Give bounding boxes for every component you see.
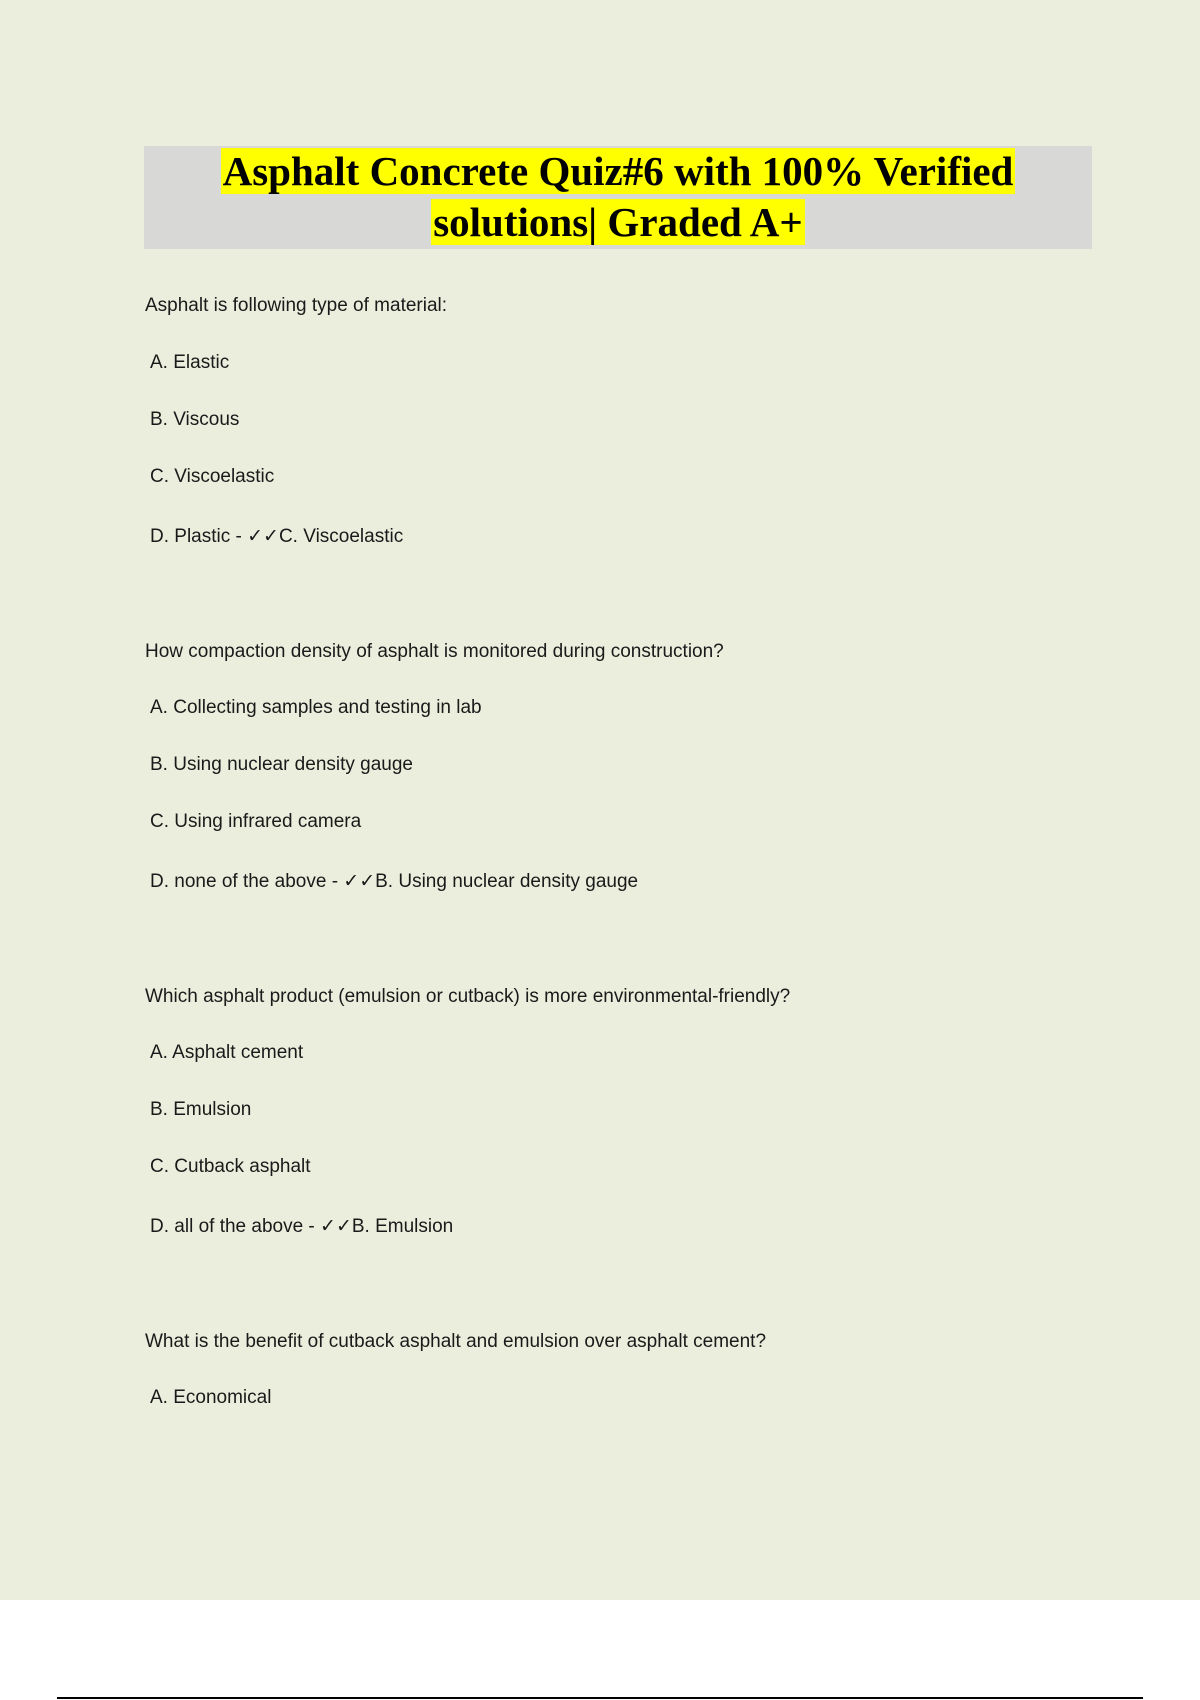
question-4-option-a: A. Economical xyxy=(150,1387,272,1408)
question-2-option-a: A. Collecting samples and testing in lab xyxy=(150,697,482,718)
question-1-option-c: C. Viscoelastic xyxy=(150,466,275,487)
title-line-2: solutions| Graded A+ xyxy=(433,199,803,245)
question-1: Asphalt is following type of material: xyxy=(145,295,448,316)
question-3-option-d-answer: D. all of the above - ✓✓B. Emulsion xyxy=(150,1216,454,1237)
question-2-option-c: C. Using infrared camera xyxy=(150,811,362,832)
question-3-option-c: C. Cutback asphalt xyxy=(150,1156,311,1177)
question-1-option-b: B. Viscous xyxy=(150,409,240,430)
question-3-option-a: A. Asphalt cement xyxy=(150,1042,304,1063)
question-3: Which asphalt product (emulsion or cutback) is more environmental-friendly? xyxy=(145,986,791,1007)
page-divider xyxy=(57,1697,1143,1699)
question-2-option-b: B. Using nuclear density gauge xyxy=(150,754,413,775)
title-banner xyxy=(144,146,1092,249)
title-line-1: Asphalt Concrete Quiz#6 with 100% Verified xyxy=(222,148,1014,194)
question-3-option-b: B. Emulsion xyxy=(150,1099,252,1120)
document-title xyxy=(144,146,1092,248)
question-1-option-d-answer: D. Plastic - ✓✓C. Viscoelastic xyxy=(150,526,404,547)
question-4: What is the benefit of cutback asphalt and emulsion over asphalt cement? xyxy=(145,1331,767,1352)
question-2-option-d-answer: D. none of the above - ✓✓B. Using nuclear density gauge xyxy=(150,871,639,892)
question-2: How compaction density of asphalt is monitored during construction? xyxy=(145,641,724,662)
question-1-option-a: A. Elastic xyxy=(150,352,230,373)
